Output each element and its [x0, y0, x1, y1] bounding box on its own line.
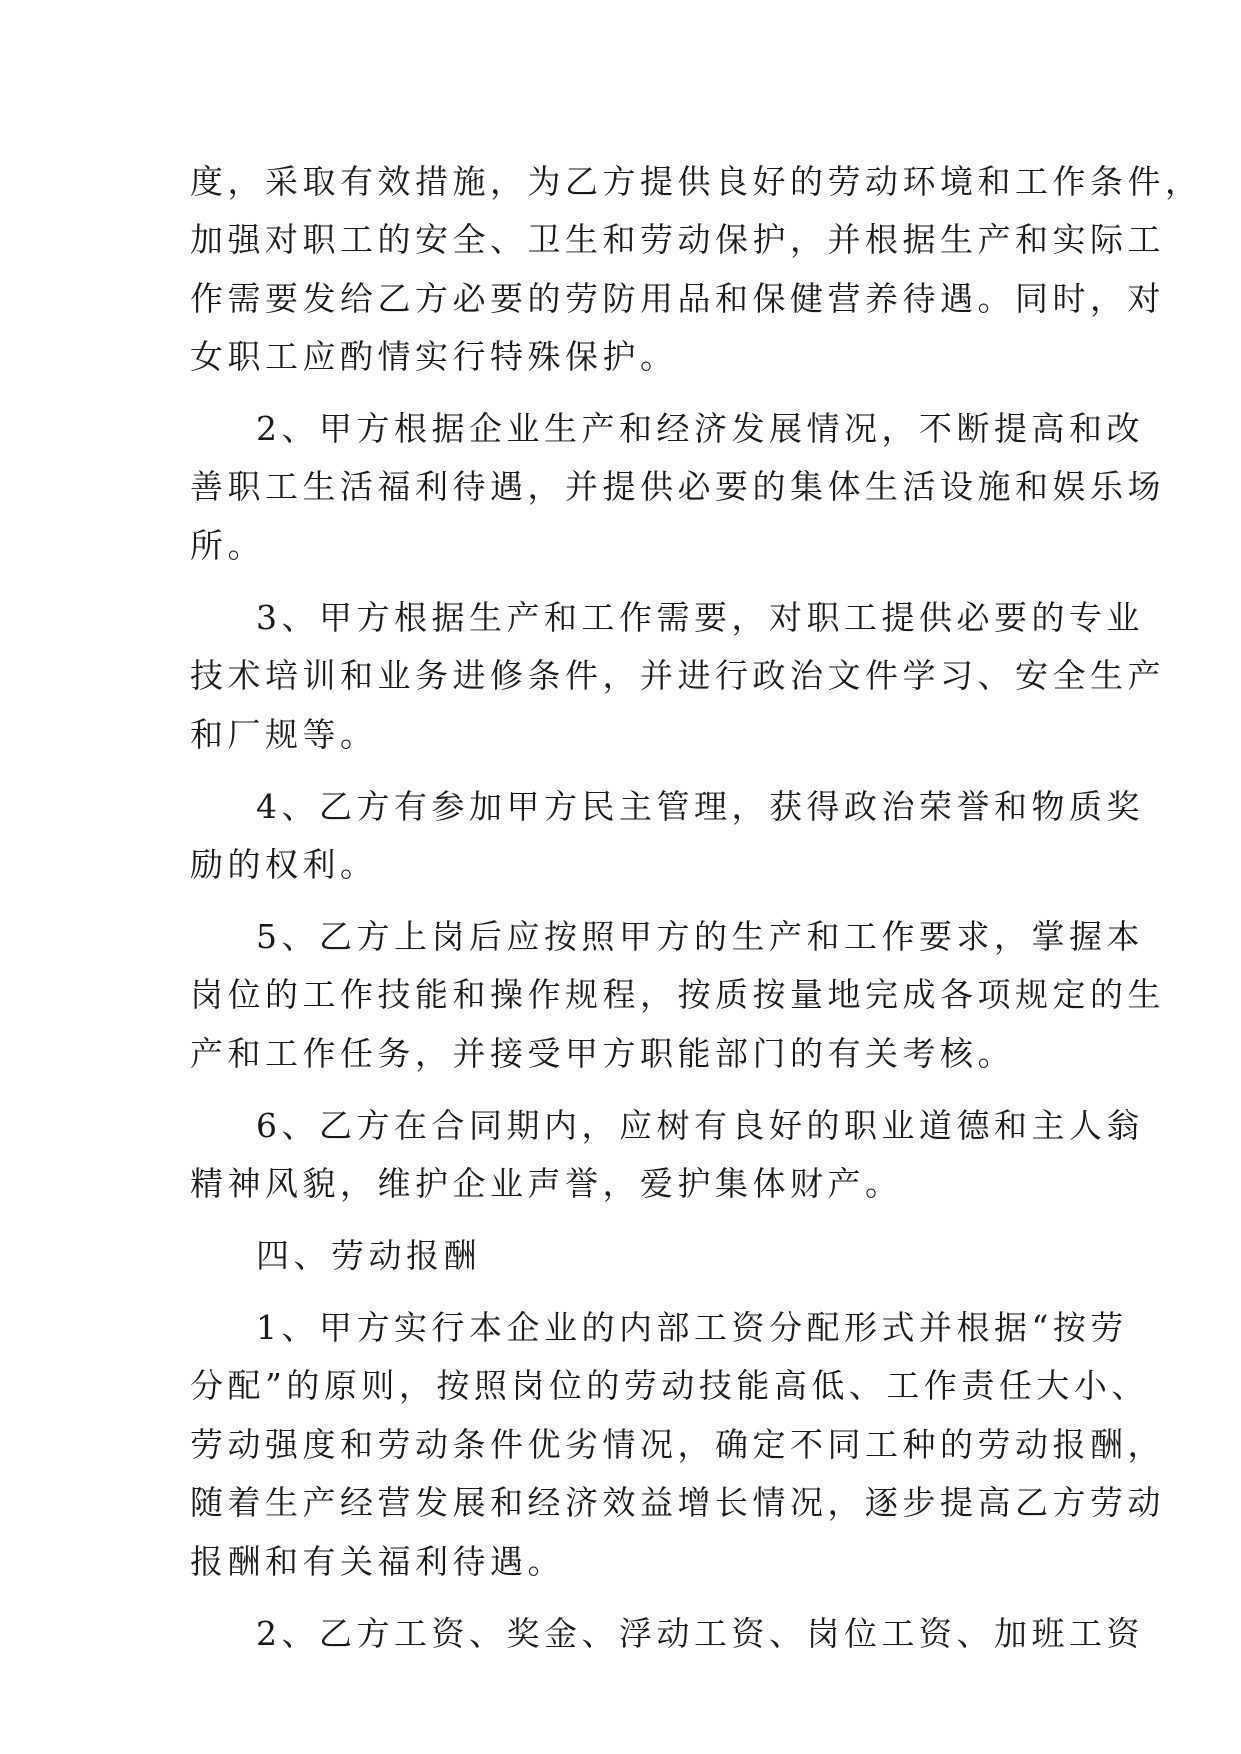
text-line: 和厂规等。: [190, 715, 378, 754]
text-line: 3、甲方根据生产和工作需要，对职工提供必要的专业: [256, 598, 1144, 637]
text-line: 所。: [190, 526, 265, 565]
text-line: 技术培训和业务进修条件，并进行政治文件学习、安全生产: [190, 656, 1165, 695]
text-line: 四、劳动报酬: [256, 1236, 481, 1275]
text-line: 4、乙方有参加甲方民主管理，获得政治荣誉和物质奖: [256, 787, 1144, 826]
text-line: 作需要发给乙方必要的劳防用品和保健营养待遇。同时，对: [190, 279, 1165, 318]
text-line: 劳动强度和劳动条件优劣情况，确定不同工种的劳动报酬，: [190, 1425, 1165, 1464]
text-line: 精神风貌，维护企业声誉，爱护集体财产。: [190, 1164, 903, 1203]
text-line: 分配”的原则，按照岗位的劳动技能高低、工作责任大小、: [190, 1366, 1149, 1405]
text-line: 2、甲方根据企业生产和经济发展情况，不断提高和改: [256, 409, 1144, 448]
text-line: 度，采取有效措施，为乙方提供良好的劳动环境和工作条件，: [190, 162, 1203, 201]
text-line: 女职工应酌情实行特殊保护。: [190, 337, 678, 376]
text-line: 2、乙方工资、奖金、浮动工资、岗位工资、加班工资: [256, 1614, 1144, 1653]
text-line: 加强对职工的安全、卫生和劳动保护，并根据生产和实际工: [190, 220, 1165, 259]
text-line: 报酬和有关福利待遇。: [190, 1542, 565, 1581]
text-line: 1、甲方实行本企业的内部工资分配形式并根据“按劳: [256, 1308, 1128, 1347]
text-line: 岗位的工作技能和操作规程，按质按量地完成各项规定的生: [190, 975, 1165, 1014]
text-line: 随着生产经营发展和经济效益增长情况，逐步提高乙方劳动: [190, 1483, 1165, 1522]
text-line: 励的权利。: [190, 845, 378, 884]
text-line: 产和工作任务，并接受甲方职能部门的有关考核。: [190, 1034, 1015, 1073]
text-line: 5、乙方上岗后应按照甲方的生产和工作要求，掌握本: [256, 917, 1144, 956]
text-line: 善职工生活福利待遇，并提供必要的集体生活设施和娱乐场: [190, 467, 1165, 506]
text-line: 6、乙方在合同期内，应树有良好的职业道德和主人翁: [256, 1106, 1144, 1145]
